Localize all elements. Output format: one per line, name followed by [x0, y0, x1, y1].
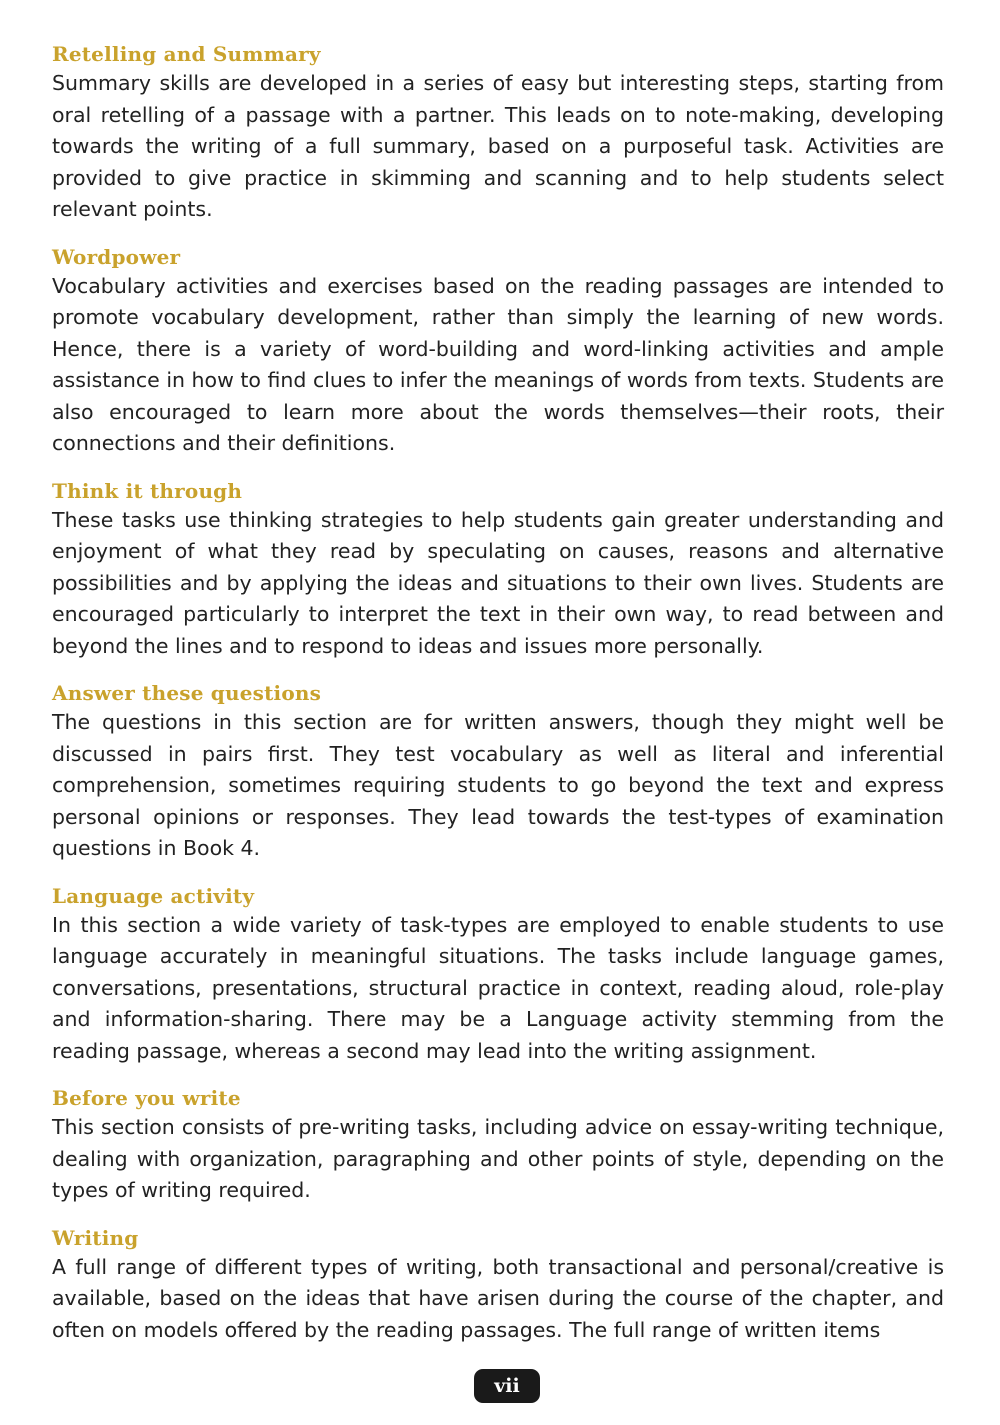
section-wordpower [52, 243, 944, 460]
section-language-activity [52, 882, 944, 1068]
section-heading: Think it through [52, 478, 243, 503]
section-heading: Writing [52, 1225, 139, 1250]
section-writing [52, 1224, 944, 1347]
section-heading: Answer these questions [52, 681, 322, 705]
section-heading: Before you write [52, 1086, 241, 1110]
document-page [52, 40, 944, 1346]
page-number-badge: vii [474, 1369, 540, 1403]
section-body: These tasks use thinking strategies to help students gain greater understanding and enjoyment of what they read by speculating on causes, reasons and alternative possibilities and by applying the ideas and situations to their own lives. Students are encouraged particularly to interpret the text in their own way, to read between and beyond the lines and to respond to ideas and issues more personally. [52, 507, 944, 658]
section-heading: Wordpower [52, 244, 181, 269]
section-body: In this section a wide variety of task-types are employed to enable students to use language accurately in meaningful situations. The tasks include language games, conversations, presentations, structural practice in context, reading aloud, role-play and information-sharing. There may be a Language activity stemming from the reading passage, whereas a second may lead into the writing assignment. [52, 912, 944, 1063]
section-think-it-through [52, 477, 944, 663]
section-body: The questions in this section are for written answers, though they might well be discussed in pairs first. They test vocabulary as well as literal and inferential comprehension, sometimes requiring students to go beyond the text and express personal opinions or responses. They lead towards the test-types of examination questions in Book 4. [52, 710, 944, 860]
section-body: A full range of different types of writing, both transactional and personal/creative is available, based on the ideas that have arisen during the course of the chapter, and often on models offered by the reading passages. The full range of written items [52, 1254, 944, 1342]
section-body: Summary skills are developed in a series of easy but interesting steps, starting from oral retelling of a passage with a partner. This leads on to note-making, developing towards the writing of a full summary, based on a purposeful task. Activities are provided to give practice in skimming and scanning and to help students select relevant points. [52, 71, 944, 221]
section-retelling-and-summary [52, 40, 944, 226]
section-answer-these-questions [52, 679, 944, 865]
section-body: This section consists of pre-writing tasks, including advice on essay-writing technique, dealing with organization, paragraphing and other points of style, depending on the types of writing required. [52, 1115, 944, 1202]
section-heading: Language activity [52, 883, 255, 908]
section-heading: Retelling and Summary [52, 42, 321, 66]
section-before-you-write [52, 1084, 944, 1207]
section-body: Vocabulary activities and exercises based on the reading passages are intended to promote vocabulary development, rather than simply the learning of new words. Hence, there is a variety of word-building and word-linking activities and ample assistance in how to find clues to infer the meanings of words from texts. Students are also encouraged to learn more about the words themselves—their roots, their connections and their definitions. [52, 273, 944, 455]
